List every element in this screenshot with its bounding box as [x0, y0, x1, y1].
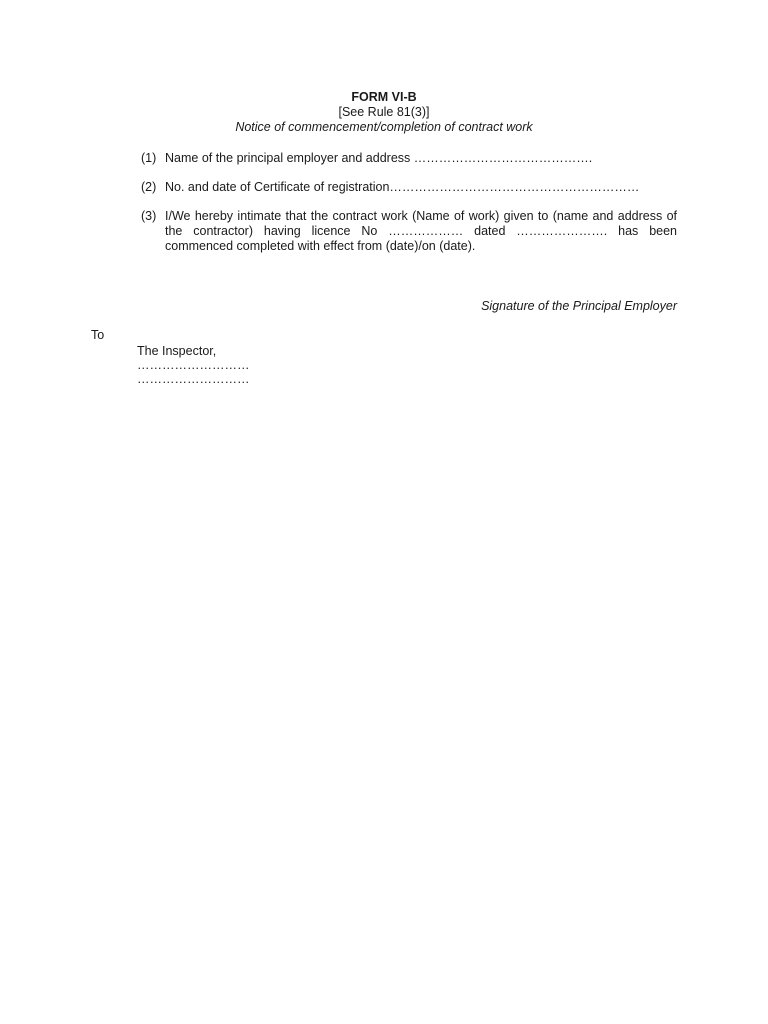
- item-number: (3): [141, 209, 157, 223]
- item-number: (1): [141, 151, 157, 165]
- address-line-2: ………………………: [137, 372, 250, 386]
- item-number: (2): [141, 180, 157, 194]
- rule-reference: [See Rule 81(3)]: [338, 105, 430, 119]
- form-item-1: [141, 151, 677, 166]
- addressee-block: [137, 344, 250, 386]
- item-text: I/We hereby intimate that the contract work (Name of work) given to (name and address of the contractor) having licence No ……………… dated …………………. has been commenced completed with effect from (date)/on (date).: [165, 209, 677, 253]
- to-label: To: [91, 328, 105, 342]
- address-line-1: ………………………: [137, 358, 250, 372]
- form-item-3: [141, 209, 677, 254]
- signature-label: Signature of the Principal Employer: [481, 299, 677, 313]
- form-item-2: [141, 180, 677, 195]
- form-items-list: [141, 151, 677, 268]
- item-text: No. and date of Certificate of registration……………………………………………………: [165, 180, 640, 194]
- notice-title: Notice of commencement/completion of contract work: [235, 120, 533, 134]
- form-title: FORM VI-B: [351, 90, 417, 104]
- recipient-title: The Inspector,: [137, 344, 217, 358]
- item-text: Name of the principal employer and address …………………………………….: [165, 151, 593, 165]
